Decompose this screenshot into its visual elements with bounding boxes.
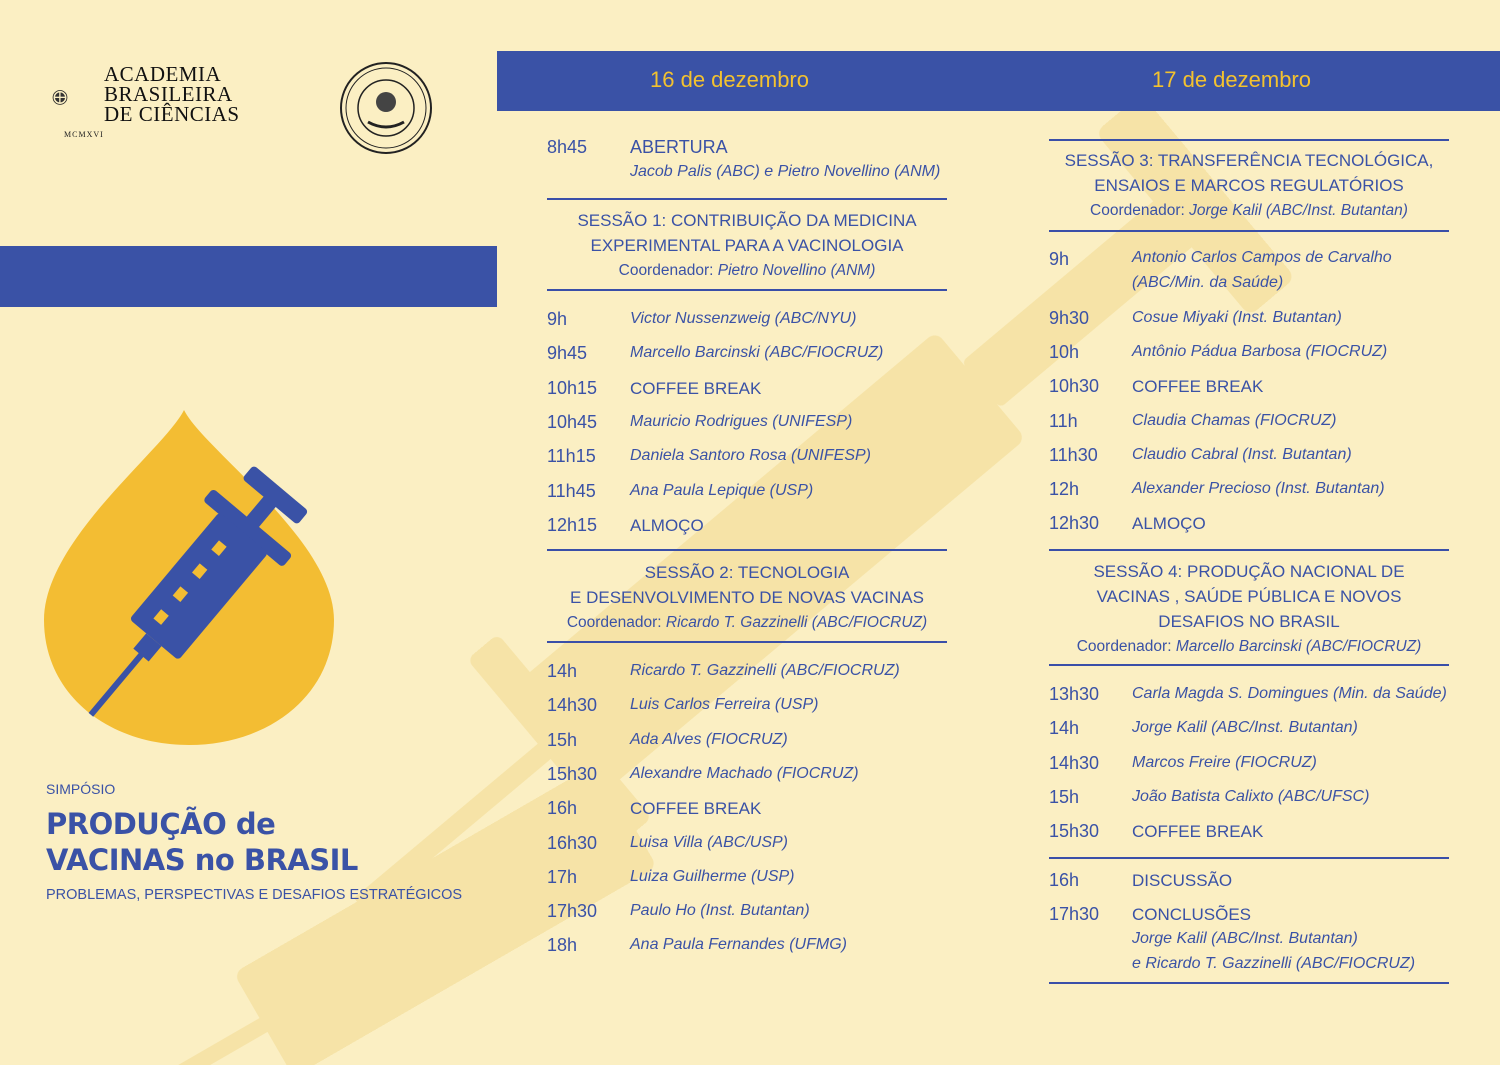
symposium-title — [46, 806, 358, 878]
item-speaker: Cosue Miyaki (Inst. Butantan) — [1132, 309, 1342, 326]
session-3-coordinator — [1049, 198, 1449, 223]
item-speaker: Luisa Villa (ABC/USP) — [630, 833, 788, 851]
item-speaker: Alexandre Machado (FIOCRUZ) — [630, 764, 859, 782]
session-4-line-1: SESSÃO 4: PRODUÇÃO NACIONAL DE — [1093, 562, 1405, 581]
item-speaker: Ada Alves (FIOCRUZ) — [630, 730, 788, 748]
divider — [1049, 982, 1449, 984]
opening-label: ABERTURA — [630, 137, 728, 157]
coord-label: Coordenador: — [566, 614, 662, 631]
divider — [1049, 664, 1449, 666]
session-1-coordinator — [547, 258, 947, 283]
session-2-line-2: E DESENVOLVIMENTO DE NOVAS VACINAS — [570, 588, 924, 607]
abc-logo-text — [104, 64, 240, 124]
item-speaker: Carla Magda S. Domingues (Min. da Saúde) — [1132, 685, 1447, 702]
item-time: 12h15 — [547, 514, 598, 535]
item-time: 10h45 — [547, 411, 598, 432]
item-speaker: Ana Paula Lepique (USP) — [630, 481, 814, 499]
discussion-label: DISCUSSÃO — [1132, 871, 1233, 890]
day-1-heading: 16 de dezembro — [650, 67, 809, 92]
item-time: 14h — [1049, 718, 1080, 739]
item-label: ALMOÇO — [630, 515, 704, 535]
coord-name: Pietro Novellino (ANM) — [717, 262, 876, 279]
item-time: 17h30 — [547, 901, 598, 922]
item-speaker: Paulo Ho (Inst. Butantan) — [630, 902, 810, 920]
item-label: ALMOÇO — [1132, 514, 1206, 534]
day-2-heading: 17 de dezembro — [1152, 67, 1311, 92]
item-time: 18h — [547, 935, 578, 956]
item-label: COFFEE BREAK — [630, 378, 762, 398]
session-2-coordinator — [547, 610, 947, 635]
session-1-line-1: SESSÃO 1: CONTRIBUIÇÃO DA MEDICINA — [577, 211, 917, 230]
item-time: 11h15 — [547, 446, 596, 467]
item-speaker: Daniela Santoro Rosa (UNIFESP) — [630, 447, 871, 465]
session-4-coordinator — [1049, 634, 1449, 659]
item-speaker: João Batista Calixto (ABC/UFSC) — [1132, 787, 1370, 805]
item-time: 9h — [1049, 249, 1070, 269]
item-time: 9h45 — [547, 343, 588, 364]
session-4-line-2: VACINAS , SAÚDE PÚBLICA E NOVOS — [1096, 587, 1402, 606]
discussion-time: 16h — [1049, 870, 1080, 890]
title-line-1: PRODUÇÃO de — [46, 807, 276, 841]
symposium-label: SIMPÓSIO — [46, 781, 116, 797]
divider — [547, 549, 947, 551]
session-3-header — [1049, 148, 1449, 223]
item-speaker: Jorge Kalil (ABC/Inst. Butantan) — [1132, 719, 1358, 737]
item-speaker: Marcello Barcinski (ABC/FIOCRUZ) — [630, 344, 884, 362]
conclusion-speaker-2: e Ricardo T. Gazzinelli (ABC/FIOCRUZ) — [1132, 955, 1416, 972]
title-line-2: VACINAS no BRASIL — [46, 843, 358, 877]
divider — [1049, 230, 1449, 232]
conclusion-label: CONCLUSÕES — [1132, 905, 1252, 924]
session-3-line-1: SESSÃO 3: TRANSFERÊNCIA TECNOLÓGICA, — [1064, 151, 1434, 170]
conclusion-speaker-1: Jorge Kalil (ABC/Inst. Butantan) — [1132, 930, 1358, 947]
item-speaker: Ricardo T. Gazzinelli (ABC/FIOCRUZ) — [630, 662, 900, 679]
abc-line-1: ACADEMIA — [104, 62, 222, 86]
coord-name: Ricardo T. Gazzinelli (ABC/FIOCRUZ) — [665, 614, 928, 631]
divider — [1049, 549, 1449, 551]
item-speaker: Antônio Pádua Barbosa (FIOCRUZ) — [1132, 343, 1388, 361]
conclusion-time: 17h30 — [1049, 904, 1100, 924]
item-time: 10h15 — [547, 377, 598, 398]
item-time: 12h30 — [1049, 513, 1100, 534]
session-4-line-3: DESAFIOS NO BRASIL — [1158, 612, 1340, 631]
session-1-header — [547, 208, 947, 283]
coord-name: Jorge Kalil (ABC/Inst. Butantan) — [1189, 202, 1408, 219]
item-time: 10h30 — [1049, 376, 1100, 397]
session-3-line-2: ENSAIOS E MARCOS REGULATÓRIOS — [1094, 176, 1404, 195]
opening-time: 8h45 — [547, 137, 588, 157]
item-time: 11h45 — [547, 480, 596, 501]
item-speaker: Luis Carlos Ferreira (USP) — [630, 696, 819, 714]
coord-name: Marcello Barcinski (ABC/FIOCRUZ) — [1175, 638, 1422, 655]
abc-year: MCMXVI — [64, 130, 104, 139]
divider — [1049, 857, 1449, 859]
item-speaker: Claudio Cabral (Inst. Butantan) — [1132, 445, 1352, 463]
session-4-header — [1049, 559, 1449, 659]
abc-emblem-icon — [52, 66, 112, 130]
item-time: 16h — [547, 798, 578, 819]
item-speaker: Antonio Carlos Campos de Carvalho — [1132, 249, 1392, 266]
session-2-line-1: SESSÃO 2: TECNOLOGIA — [644, 563, 850, 582]
item-speaker: Mauricio Rodrigues (UNIFESP) — [630, 412, 853, 430]
item-time: 14h30 — [1049, 752, 1100, 773]
item-time: 9h30 — [1049, 308, 1090, 328]
item-speaker: Marcos Freire (FIOCRUZ) — [1132, 753, 1317, 771]
item-time: 14h30 — [547, 695, 598, 716]
session-2-header — [547, 560, 947, 635]
symposium-subtitle: PROBLEMAS, PERSPECTIVAS E DESAFIOS ESTRATÉGICOS — [46, 887, 463, 903]
item-speaker: Victor Nussenzweig (ABC/NYU) — [630, 310, 857, 327]
anm-seal-icon — [338, 60, 434, 156]
item-time: 10h — [1049, 342, 1080, 363]
item-time: 17h — [547, 866, 578, 887]
item-label: COFFEE BREAK — [630, 799, 762, 819]
divider — [1049, 139, 1449, 141]
item-speaker: Ana Paula Fernandes (UFMG) — [630, 936, 847, 954]
item-speaker: Claudia Chamas (FIOCRUZ) — [1132, 411, 1337, 429]
abc-line-2: BRASILEIRA — [104, 82, 233, 106]
opening-names: Jacob Palis (ABC) e Pietro Novellino (ANM) — [630, 163, 941, 180]
item-time: 11h30 — [1049, 444, 1098, 465]
abc-line-3: DE CIÊNCIAS — [104, 102, 240, 126]
item-time: 15h30 — [547, 763, 598, 784]
divider — [547, 641, 947, 643]
item-speaker-affiliation: (ABC/Min. da Saúde) — [1132, 274, 1284, 291]
divider — [547, 289, 947, 291]
item-time: 13h30 — [1049, 684, 1100, 704]
divider — [547, 198, 947, 200]
vaccine-drop-icon — [44, 410, 334, 750]
item-time: 15h30 — [1049, 821, 1100, 842]
item-speaker: Luiza Guilherme (USP) — [630, 867, 795, 885]
item-time: 16h30 — [547, 832, 598, 853]
coord-label: Coordenador: — [618, 262, 714, 279]
item-time: 14h — [547, 661, 578, 681]
item-time: 9h — [547, 309, 568, 329]
item-time: 12h — [1049, 479, 1080, 499]
item-label: COFFEE BREAK — [1132, 377, 1264, 397]
day-header-bar — [497, 51, 1500, 111]
item-time: 11h — [1049, 410, 1078, 431]
item-time: 15h — [547, 729, 578, 750]
item-speaker: Alexander Precioso (Inst. Butantan) — [1132, 480, 1385, 497]
item-time: 15h — [1049, 786, 1080, 807]
coord-label: Coordenador: — [1090, 202, 1185, 219]
coord-label: Coordenador: — [1076, 638, 1172, 655]
left-blue-band — [0, 246, 497, 307]
item-label: COFFEE BREAK — [1132, 822, 1264, 842]
session-1-line-2: EXPERIMENTAL PARA A VACINOLOGIA — [590, 236, 904, 255]
